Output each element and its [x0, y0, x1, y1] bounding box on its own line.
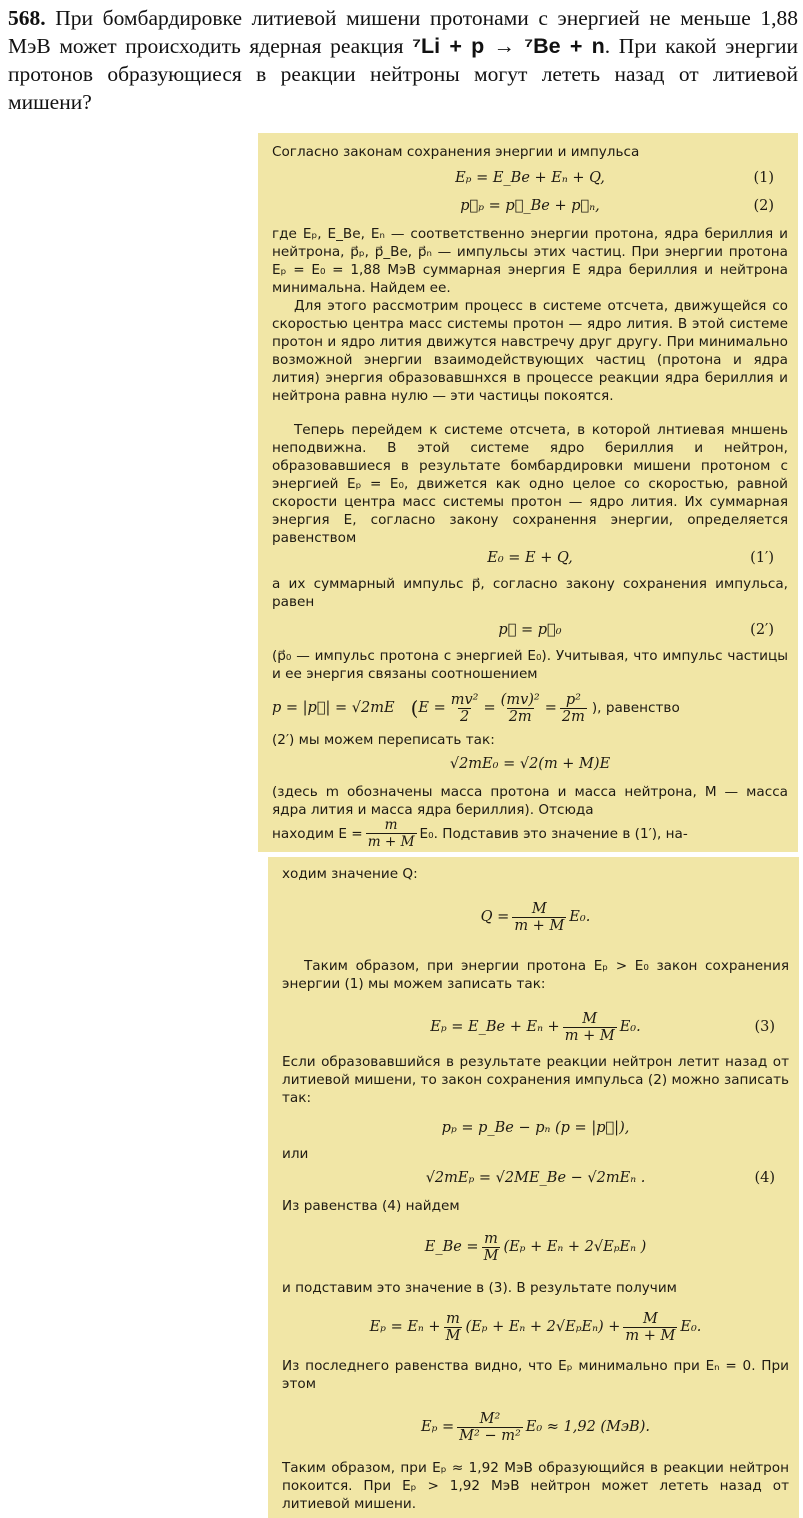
- equation-3-left: Eₚ = E_Be + Eₙ +: [430, 1019, 560, 1035]
- eq-momentum-left: p = |p⃗| = √2mE: [272, 700, 395, 716]
- solution-intro: Согласно законам сохранения энергии и импульса: [272, 144, 640, 160]
- eq-equals-2: =: [544, 700, 557, 716]
- equation-q-right: E₀.: [569, 909, 591, 925]
- equation-final-left: Eₚ =: [421, 1419, 455, 1435]
- fraction-mv2: [449, 692, 481, 725]
- equation-substituted-left: Eₚ = Eₙ +: [369, 1319, 441, 1335]
- paragraph-lab-frame: Теперь перейдем к системе отсчета, в которой лнтиевая мншень неподвижна. В этой системе ядро бериллия и нейтрон, образовавшиеся в результате бомбардировки мишени протоном с энергией Eₚ = E₀, движется как одно целое со скоростью, равной скорости центра масс системы протон — ядро лития. Их суммарная энергия E, согласно закону сохранення энергии, определяется равенством: [272, 422, 788, 546]
- equation-1: [272, 165, 788, 191]
- equation-2-tag: (2): [753, 198, 774, 214]
- fraction-e-be-den: M: [483, 1247, 499, 1264]
- equation-final-right: E₀ ≈ 1,92 (МэВ).: [525, 1419, 650, 1435]
- equation-substituted-right: E₀.: [680, 1319, 702, 1335]
- problem-text-after: . При какой энергии протонов образующиеся в реакции нейтроны могут лететь назад от литиевой мишени?: [8, 34, 798, 114]
- fraction-substituted-1-num: m: [446, 1310, 460, 1327]
- fraction-p2: [560, 692, 587, 725]
- equation-4-tag: (4): [754, 1170, 775, 1186]
- fraction-M-over-mM: [512, 901, 566, 934]
- fraction-3: [563, 1011, 617, 1044]
- paragraph-or: или: [282, 1146, 309, 1162]
- fraction-mv2-num: mv²: [450, 691, 479, 708]
- fraction-e-be-num: m: [484, 1230, 498, 1247]
- fraction-final: [457, 1411, 523, 1444]
- fraction-substituted-2: [623, 1311, 677, 1344]
- fraction-mM-den: m + M: [367, 834, 415, 850]
- equation-4-body: √2mEₚ = √2ME_Be − √2mEₙ .: [425, 1170, 646, 1186]
- equation-root-equality: [272, 751, 788, 777]
- equation-e-be-right: (Eₚ + Eₙ + 2√EₚEₙ ): [503, 1239, 647, 1255]
- paragraph-energy-law: Таким образом, при энергии протона Eₚ > E₀ закон сохранения энергии (1) мы можем записать так:: [282, 958, 789, 992]
- paragraph-definitions: где Eₚ, E_Be, Eₙ — соответственно энергии протона, ядра бериллия и нейтрона, p⃗ₚ, p⃗_Be, p⃗ₙ — импульсы этих частиц. При энергии протона Eₚ = E₀ = 1,88 МэВ суммарная энергия E ядра бериллия и нейтрона минимальна. Найдем ее.: [272, 226, 788, 296]
- paragraph-relation: (p⃗₀ — импульс протона с энергией E₀). Учитывая, что импульс частицы и ее энергия связаны соотношением: [272, 648, 788, 682]
- fraction-m-over-mM: [366, 817, 417, 850]
- fraction-p2-den: 2m: [561, 708, 585, 725]
- solution-page-2: [268, 857, 799, 1518]
- paragraph-conclusion: Таким образом, при Eₚ ≈ 1,92 МэВ образующийся в реакции нейтрон покоится. При Eₚ > 1,92 МэВ нейтрон может лететь назад от литиевой мишени.: [282, 1460, 789, 1512]
- problem-text-before: При бомбардировке литиевой мишени протонами с энергией не меньше 1,88 МэВ может происходить ядерная реакция: [8, 6, 798, 58]
- equation-2-prime-tag: (2′): [750, 622, 774, 638]
- fraction-final-num: M²: [479, 1410, 501, 1427]
- equation-1-tag: (1): [753, 170, 774, 186]
- reaction-formula: ⁷Li + p → ⁷Be + n: [412, 34, 605, 58]
- equation-1-body: Eₚ = E_Be + Eₙ + Q,: [455, 170, 605, 186]
- equation-substituted: [282, 1307, 789, 1347]
- problem-number: 568.: [8, 6, 46, 30]
- equation-final: [282, 1407, 789, 1447]
- eq-energy-label: E =: [418, 700, 446, 716]
- fraction-mv2-den: 2: [460, 708, 470, 725]
- find-e-end: E₀. Подставив это значение в (1′), на-: [419, 825, 688, 842]
- fraction-mv-squared-den: 2m: [508, 708, 532, 725]
- fraction-q-den: m + M: [514, 917, 565, 934]
- equation-3-tag: (3): [754, 1019, 775, 1035]
- fraction-p2-num: p²: [565, 691, 581, 708]
- problem-statement: [8, 4, 798, 116]
- find-e-start: находим E =: [272, 825, 363, 842]
- paragraph-center-of-mass: Для этого рассмотрим процесс в системе отсчета, движущейся со скоростью центра масс системы протон — ядро лития. В этой системе протон и ядро лития движутся навстречу друг другу. При минимально возможной энергии взаимодействующих частиц (протона и ядра лития) энергия образовавшнхся в процессе реакции ядра бериллия и нейтрона равна нулю — эти частицы покоятся.: [272, 298, 788, 404]
- equation-2: [272, 193, 788, 219]
- fraction-final-den: M² − m²: [459, 1427, 521, 1444]
- eq-open-paren: (: [410, 696, 419, 720]
- paragraph-find-q: ходим значение Q:: [282, 866, 418, 882]
- paragraph-minimum: Из последнего равенства видно, что Eₚ минимально при Eₙ = 0. При этом: [282, 1358, 789, 1392]
- paragraph-neutron-back: Если образовавшийся в результате реакции нейтрон летит назад от литиевой мишени, то закон сохранения импульса (2) можно записать так:: [282, 1054, 789, 1106]
- fraction-substituted-1-den: M: [445, 1327, 461, 1344]
- equation-momentum-scalar: [282, 1115, 789, 1141]
- paragraph-find-e: [272, 817, 788, 850]
- fraction-q-num: M: [531, 900, 547, 917]
- equation-1-prime-tag: (1′): [750, 550, 774, 566]
- fraction-3-den: m + M: [564, 1027, 615, 1044]
- solution-page-1: [258, 133, 798, 852]
- equation-3: [282, 1007, 789, 1047]
- fraction-substituted-2-den: m + M: [625, 1327, 676, 1344]
- equation-momentum-scalar-body: pₚ = p_Be − pₙ (p = |p⃗|),: [441, 1120, 630, 1136]
- equation-substituted-mid: (Eₚ + Eₙ + 2√EₚEₙ) +: [465, 1319, 621, 1335]
- eq-equals-1: =: [483, 700, 496, 716]
- equation-q: [282, 897, 789, 937]
- fraction-3-num: M: [582, 1010, 598, 1027]
- fraction-mv-squared: [499, 692, 542, 725]
- equation-momentum-energy: [272, 689, 788, 727]
- equation-2-prime-body: p⃗ = p⃗₀: [498, 622, 562, 638]
- equation-2-body: p⃗ₚ = p⃗_Be + p⃗ₙ,: [460, 198, 600, 214]
- equation-e-be-left: E_Be =: [424, 1239, 479, 1255]
- paragraph-rewrite: (2′) мы можем переписать так:: [272, 732, 495, 748]
- paragraph-from-4: Из равенства (4) найдем: [282, 1198, 460, 1214]
- equation-4: [282, 1165, 789, 1191]
- fraction-m-num: m: [384, 817, 398, 833]
- eq-tail: ), равенство: [591, 700, 680, 716]
- paragraph-momentum: а их суммарный импульс p⃗, согласно закону сохранения импульса, равен: [272, 576, 788, 610]
- equation-1-prime: [272, 545, 788, 571]
- equation-3-right: E₀.: [619, 1019, 641, 1035]
- equation-root-equality-body: √2mE₀ = √2(m + M)E: [449, 756, 611, 772]
- fraction-substituted-2-num: M: [642, 1310, 658, 1327]
- fraction-mv-squared-num: (mv)²: [500, 691, 540, 708]
- fraction-m-over-M: [482, 1231, 501, 1264]
- equation-1-prime-body: E₀ = E + Q,: [487, 550, 573, 566]
- paragraph-masses: (здесь m обозначены масса протона и масса нейтрона, M — масса ядра лития и масса ядра бериллия). Отсюда: [272, 784, 788, 818]
- equation-2-prime: [272, 617, 788, 643]
- fraction-substituted-1: [444, 1311, 463, 1344]
- paragraph-substitute: и подставим это значение в (3). В результате получим: [282, 1280, 677, 1296]
- equation-q-left: Q =: [480, 909, 510, 925]
- equation-e-be: [282, 1227, 789, 1267]
